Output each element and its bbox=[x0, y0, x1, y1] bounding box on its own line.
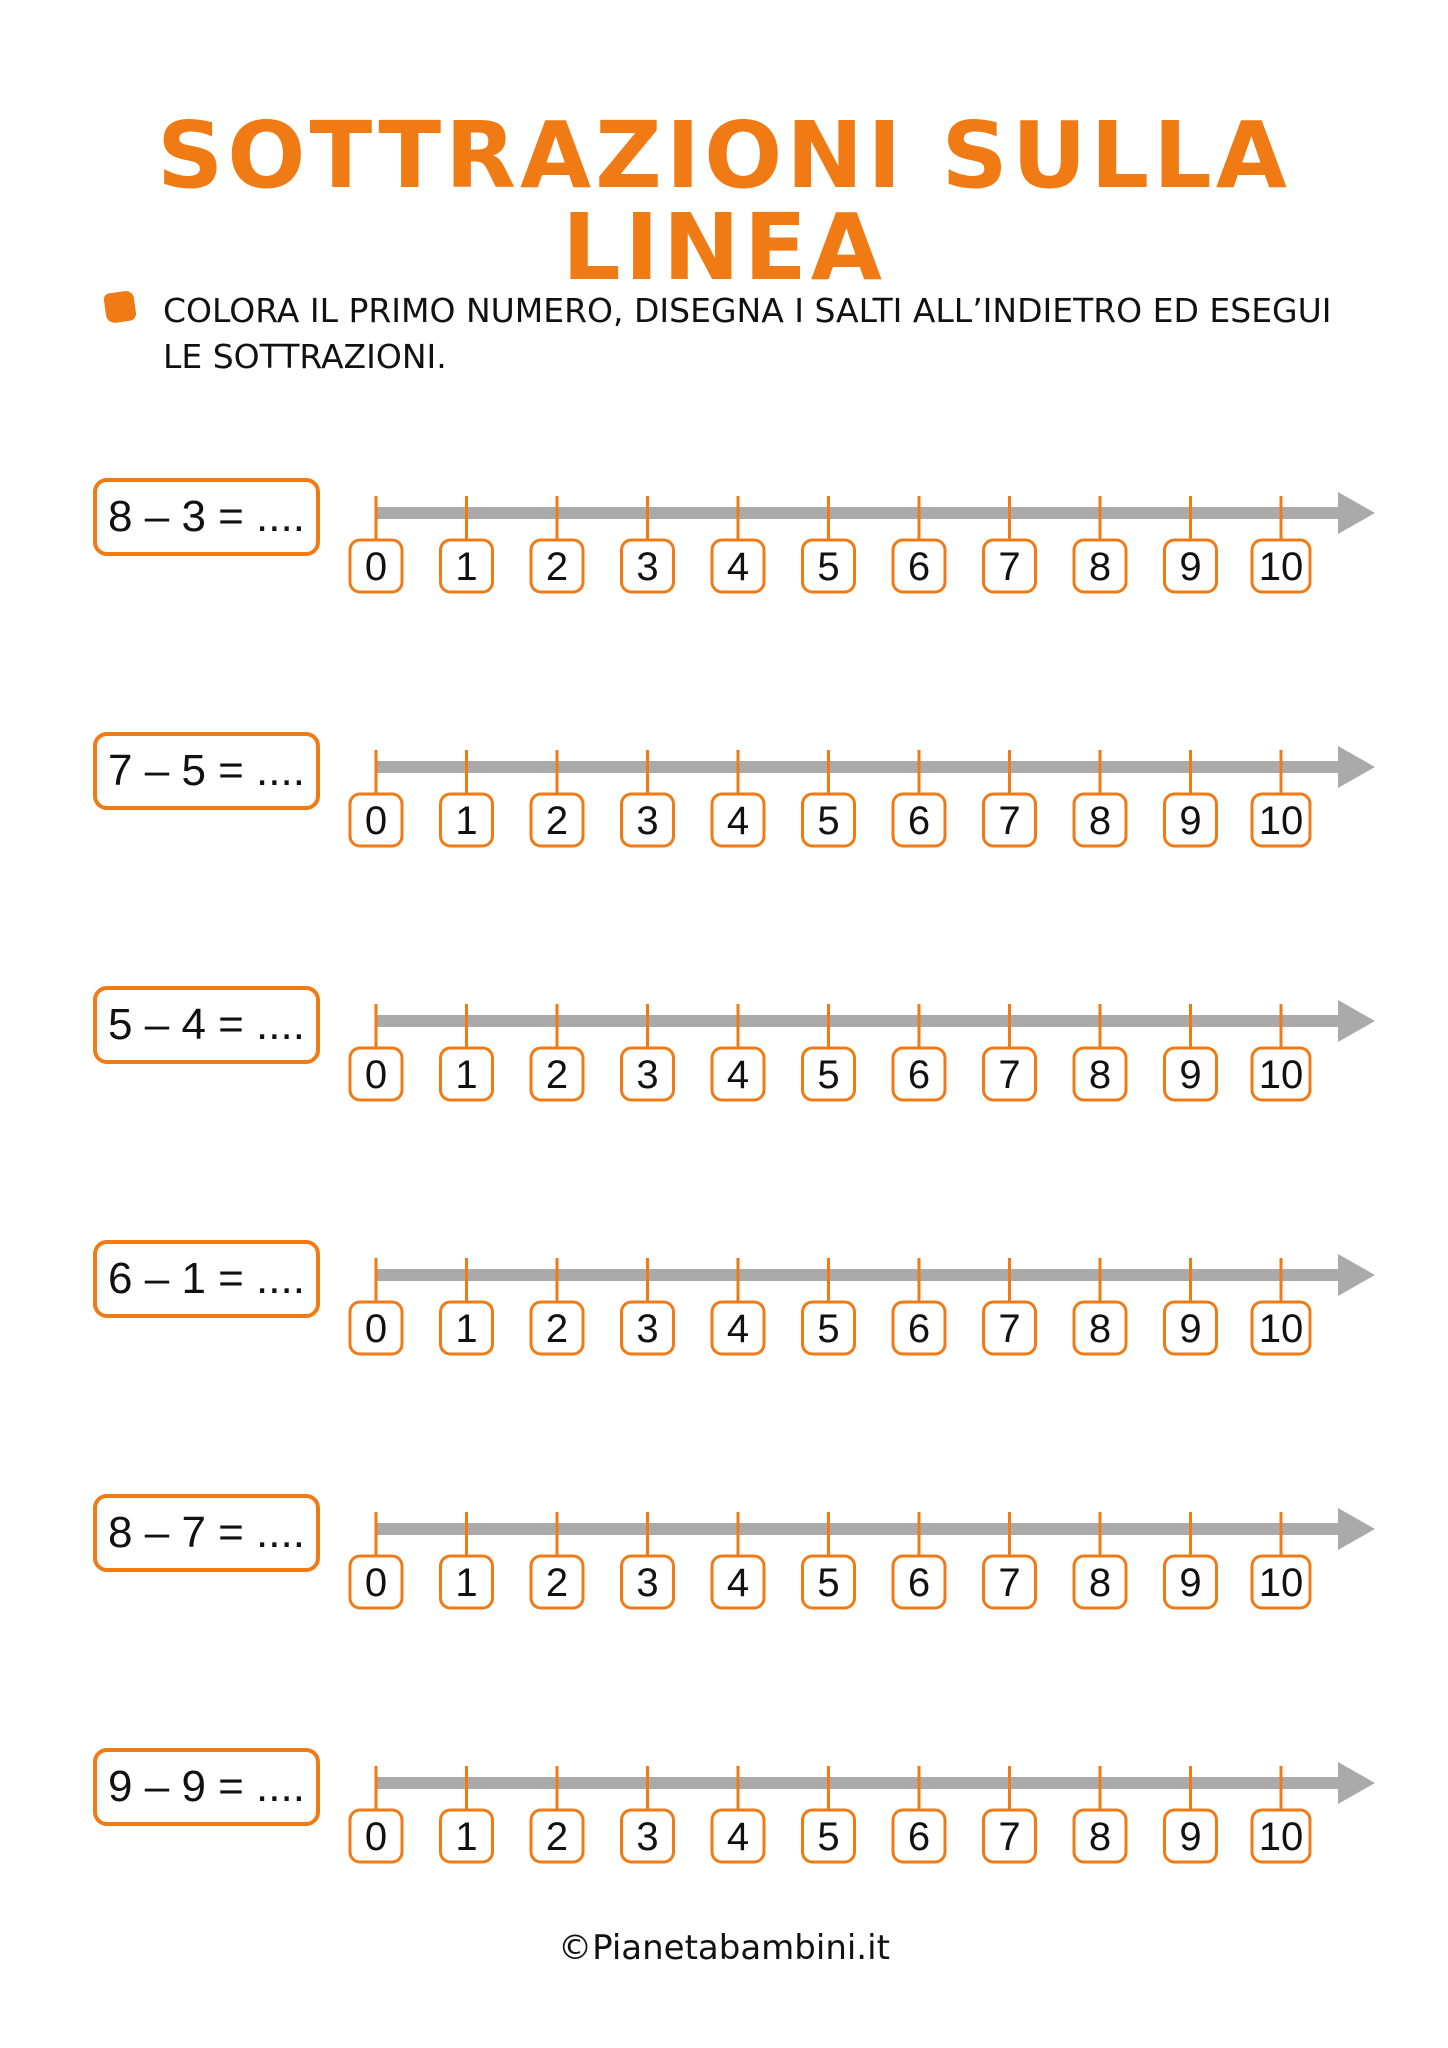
equation-box[interactable]: 6 – 1 = .... bbox=[93, 1240, 320, 1318]
tick-label: 9 bbox=[1179, 1053, 1202, 1097]
tick-label: 4 bbox=[726, 545, 750, 589]
tick-label: 10 bbox=[1258, 1053, 1304, 1097]
tick-label: 5 bbox=[817, 1307, 840, 1351]
tick-label: 7 bbox=[998, 545, 1021, 589]
tick-label: 2 bbox=[545, 545, 569, 589]
tick-label: 6 bbox=[907, 1307, 931, 1351]
instruction-text: COLORA IL PRIMO NUMERO, DISEGNA I SALTI ALL’INDIETRO ED ESEGUI LE SOTTRAZIONI. bbox=[163, 291, 1332, 376]
tick-label: 10 bbox=[1258, 545, 1304, 589]
tick-label: 6 bbox=[907, 1561, 931, 1605]
tick-label: 8 bbox=[1088, 799, 1112, 843]
exercise-row bbox=[0, 1748, 1448, 1888]
tick-label: 9 bbox=[1179, 1561, 1202, 1605]
tick-label: 2 bbox=[545, 1561, 569, 1605]
tick-label: 0 bbox=[364, 545, 388, 589]
equation-box[interactable]: 8 – 3 = .... bbox=[93, 478, 320, 556]
tick-label: 4 bbox=[726, 799, 750, 843]
instruction-block bbox=[105, 288, 1365, 380]
page-title: SOTTRAZIONI SULLA LINEA bbox=[157, 102, 1291, 301]
arrow-head-icon bbox=[1338, 746, 1375, 788]
tick-label: 0 bbox=[364, 1561, 388, 1605]
number-line bbox=[0, 1748, 1448, 1888]
number-line bbox=[0, 478, 1448, 618]
tick-label: 3 bbox=[636, 545, 659, 589]
tick-label: 8 bbox=[1088, 1815, 1112, 1859]
exercise-row bbox=[0, 1494, 1448, 1634]
tick-label: 9 bbox=[1179, 545, 1202, 589]
tick-label: 3 bbox=[636, 1053, 659, 1097]
tick-label: 4 bbox=[726, 1307, 750, 1351]
tick-label: 7 bbox=[998, 1561, 1021, 1605]
exercise-row bbox=[0, 732, 1448, 872]
tick-label: 4 bbox=[726, 1053, 750, 1097]
number-line-bar bbox=[376, 1777, 1342, 1789]
tick-label: 1 bbox=[455, 1561, 478, 1605]
tick-label: 5 bbox=[817, 1053, 840, 1097]
tick-label: 2 bbox=[545, 1307, 569, 1351]
tick-label: 2 bbox=[545, 799, 569, 843]
tick-label: 2 bbox=[545, 1815, 569, 1859]
number-line bbox=[0, 986, 1448, 1126]
tick-label: 1 bbox=[455, 1053, 478, 1097]
tick-label: 1 bbox=[455, 1815, 478, 1859]
arrow-head-icon bbox=[1338, 1762, 1375, 1804]
tick-label: 7 bbox=[998, 1815, 1021, 1859]
exercise-row bbox=[0, 478, 1448, 618]
tick-label: 3 bbox=[636, 1815, 659, 1859]
number-line-bar bbox=[376, 1523, 1342, 1535]
tick-label: 4 bbox=[726, 1815, 750, 1859]
tick-label: 9 bbox=[1179, 1307, 1202, 1351]
tick-label: 4 bbox=[726, 1561, 750, 1605]
exercise-row bbox=[0, 986, 1448, 1126]
equation-box[interactable]: 8 – 7 = .... bbox=[93, 1494, 320, 1572]
bullet-icon bbox=[103, 290, 137, 324]
arrow-head-icon bbox=[1338, 1000, 1375, 1042]
tick-label: 8 bbox=[1088, 1053, 1112, 1097]
tick-label: 8 bbox=[1088, 545, 1112, 589]
footer-credit: ©Pianetabambini.it bbox=[558, 1928, 890, 1968]
equation-box[interactable]: 5 – 4 = .... bbox=[93, 986, 320, 1064]
tick-label: 8 bbox=[1088, 1561, 1112, 1605]
tick-label: 6 bbox=[907, 799, 931, 843]
arrow-head-icon bbox=[1338, 1254, 1375, 1296]
tick-label: 10 bbox=[1258, 799, 1304, 843]
tick-label: 5 bbox=[817, 1561, 840, 1605]
tick-label: 7 bbox=[998, 799, 1021, 843]
tick-label: 0 bbox=[364, 1307, 388, 1351]
exercise-row bbox=[0, 1240, 1448, 1380]
equation-box[interactable]: 9 – 9 = .... bbox=[93, 1748, 320, 1826]
tick-label: 10 bbox=[1258, 1815, 1304, 1859]
tick-label: 6 bbox=[907, 1815, 931, 1859]
tick-label: 2 bbox=[545, 1053, 569, 1097]
arrow-head-icon bbox=[1338, 492, 1375, 534]
number-line-bar bbox=[376, 761, 1342, 773]
tick-label: 0 bbox=[364, 799, 388, 843]
tick-label: 10 bbox=[1258, 1307, 1304, 1351]
tick-label: 1 bbox=[455, 1307, 478, 1351]
tick-label: 1 bbox=[455, 799, 478, 843]
number-line bbox=[0, 1494, 1448, 1634]
arrow-head-icon bbox=[1338, 1508, 1375, 1550]
tick-label: 5 bbox=[817, 545, 840, 589]
equation-box[interactable]: 7 – 5 = .... bbox=[93, 732, 320, 810]
tick-label: 5 bbox=[817, 1815, 840, 1859]
tick-label: 6 bbox=[907, 1053, 931, 1097]
tick-label: 3 bbox=[636, 1561, 659, 1605]
tick-label: 9 bbox=[1179, 799, 1202, 843]
tick-label: 1 bbox=[455, 545, 478, 589]
tick-label: 5 bbox=[817, 799, 840, 843]
tick-label: 0 bbox=[364, 1815, 388, 1859]
tick-label: 10 bbox=[1258, 1561, 1304, 1605]
tick-label: 8 bbox=[1088, 1307, 1112, 1351]
number-line-bar bbox=[376, 507, 1342, 519]
number-line-bar bbox=[376, 1269, 1342, 1281]
tick-label: 3 bbox=[636, 799, 659, 843]
tick-label: 3 bbox=[636, 1307, 659, 1351]
number-line bbox=[0, 732, 1448, 872]
number-line bbox=[0, 1240, 1448, 1380]
tick-label: 7 bbox=[998, 1053, 1021, 1097]
tick-label: 0 bbox=[364, 1053, 388, 1097]
tick-label: 9 bbox=[1179, 1815, 1202, 1859]
number-line-bar bbox=[376, 1015, 1342, 1027]
tick-label: 6 bbox=[907, 545, 931, 589]
tick-label: 7 bbox=[998, 1307, 1021, 1351]
